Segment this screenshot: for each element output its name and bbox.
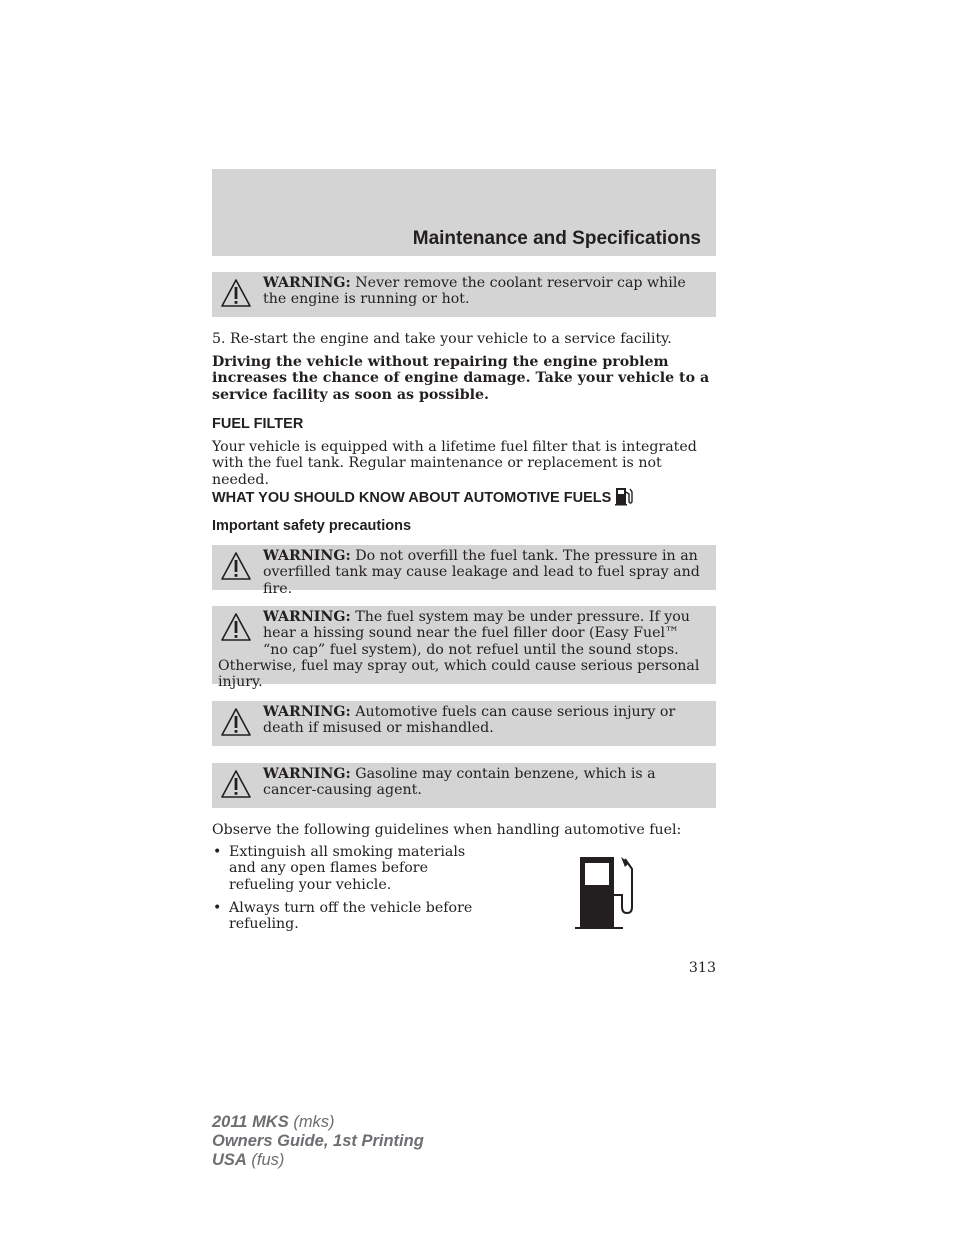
- warning-label: WARNING:: [263, 609, 351, 625]
- automotive-fuels-heading: [212, 486, 633, 510]
- warning-triangle-icon: [220, 612, 252, 642]
- automotive-fuels-heading-text: WHAT YOU SHOULD KNOW ABOUT AUTOMOTIVE FUELS: [212, 490, 612, 506]
- warning-box-coolant: [212, 272, 716, 317]
- fuel-pump-illustration-icon: [573, 855, 639, 935]
- warning-triangle-icon: [220, 551, 252, 581]
- warning-label: WARNING:: [263, 766, 351, 782]
- warning-label: WARNING:: [263, 275, 351, 291]
- fuel-pump-icon: [615, 486, 633, 510]
- list-item: • Extinguish all smoking materials and any open flames before refueling your vehicle.: [213, 844, 466, 893]
- footer-edition-info: 2011 MKS (mks) Owners Guide, 1st Printing USA (fus): [212, 1113, 424, 1169]
- safety-precautions-subheading: Important safety precautions: [212, 518, 412, 534]
- warning-triangle-icon: [220, 707, 252, 737]
- step-5-text: 5. Re-start the engine and take your vehicle to a service facility.: [212, 331, 672, 347]
- warning-triangle-icon: [220, 769, 252, 799]
- section-title: Maintenance and Specifications: [412, 228, 701, 249]
- warning-box-overfill: [212, 545, 716, 597]
- warning-text: Do not overfill the fuel tank. The pressure in an overfilled tank may cause leakage and lead to fuel spray and fire.: [263, 548, 700, 597]
- bullet-icon: •: [213, 899, 222, 916]
- fuel-guidelines-list: [212, 844, 482, 939]
- warning-label: WARNING:: [263, 704, 351, 720]
- warning-triangle-icon: [220, 278, 252, 308]
- section-header-band: [212, 169, 716, 256]
- list-item: • Always turn off the vehicle before refueling.: [213, 899, 473, 933]
- warning-text: The fuel system may be under pressure. If you hear a hissing sound near the fuel filler door (Easy Fuel™ “no cap” fuel system), do not refuel until the sound stops. Otherwise, fuel may spray out, which could cause serious personal injury.: [218, 609, 700, 691]
- page-number: 313: [688, 960, 716, 976]
- warning-box-injury: [212, 701, 716, 746]
- warning-box-benzene: [212, 763, 716, 808]
- warning-box-pressure: [212, 606, 716, 691]
- fuel-filter-body: Your vehicle is equipped with a lifetime fuel filter that is integrated with the fuel tank. Regular maintenance or replacement is not needed.: [212, 439, 697, 488]
- warning-text: Gasoline may contain benzene, which is a cancer-causing agent.: [263, 766, 656, 799]
- warning-text: Automotive fuels can cause serious injury or death if misused or mishandled.: [263, 704, 676, 737]
- engine-damage-caution: Driving the vehicle without repairing the engine problem increases the chance of engine damage. Take your vehicle to a service facility as soon as possible.: [212, 354, 710, 403]
- bullet-icon: •: [213, 844, 222, 860]
- warning-label: WARNING:: [263, 548, 351, 564]
- fuel-guidelines-intro: Observe the following guidelines when handling automotive fuel:: [212, 822, 682, 838]
- fuel-filter-heading: FUEL FILTER: [212, 416, 304, 432]
- warning-text: Never remove the coolant reservoir cap while the engine is running or hot.: [263, 275, 686, 308]
